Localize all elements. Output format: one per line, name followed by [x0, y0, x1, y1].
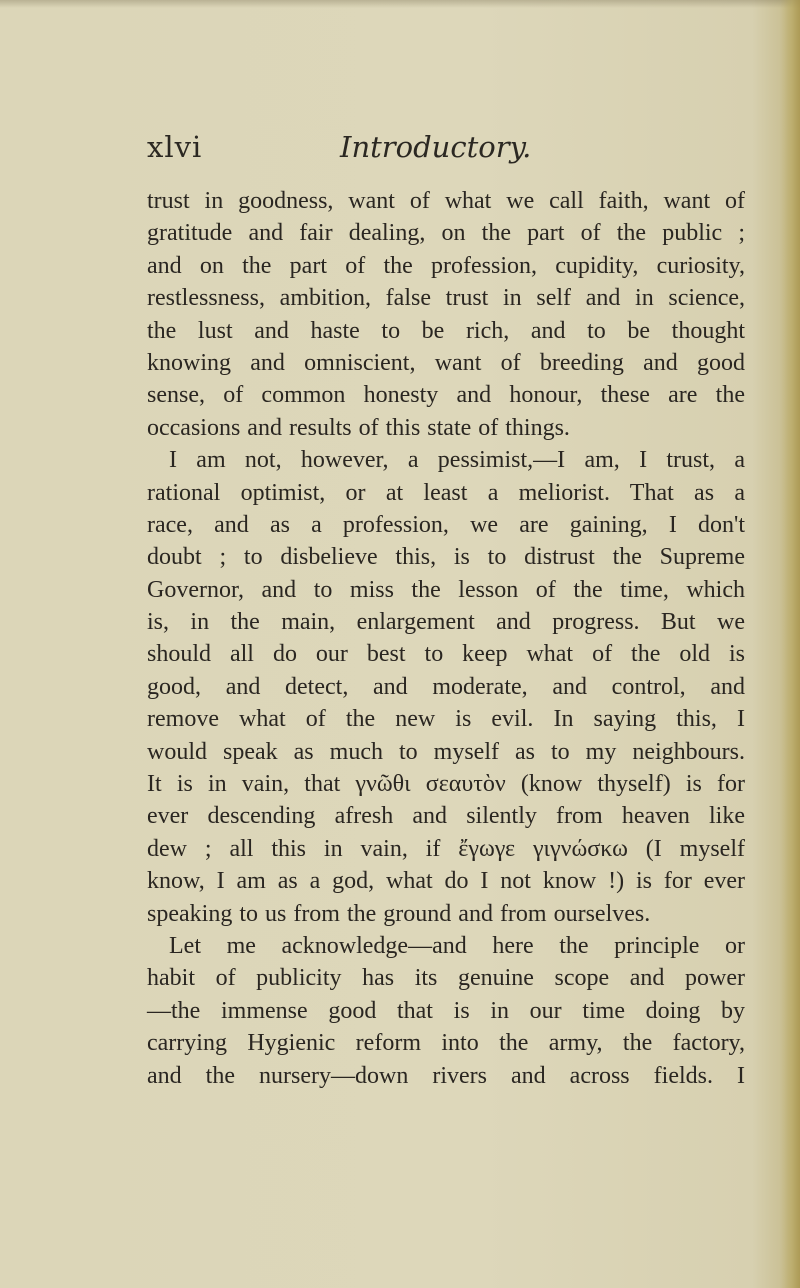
- text-line: occasions and results of this state of things.: [147, 414, 570, 441]
- text-line: I am not, however, a pessimist,—I am, I trust, a: [169, 447, 745, 474]
- text-line: knowing and omniscient, want of breeding and good: [147, 349, 745, 376]
- text-line: and on the part of the profession, cupidity, curiosity,: [147, 252, 745, 279]
- text-line: is, in the main, enlargement and progress. But we: [147, 609, 745, 636]
- text-line: rational optimist, or at least a meliorist. That as a: [147, 479, 745, 506]
- page-top-edge: [0, 0, 800, 8]
- text-line: Let me acknowledge—and here the principle or: [169, 932, 745, 959]
- page-edge-shadow: [780, 0, 800, 1288]
- text-line: dew ; all this in vain, if ἔγωγε γιγνώσκω (I myself: [147, 835, 745, 862]
- text-line: restlessness, ambition, false trust in self and in science,: [147, 285, 745, 312]
- text-line: and the nursery—down rivers and across fields. I: [147, 1062, 745, 1089]
- text-line: habit of publicity has its genuine scope and power: [147, 965, 745, 992]
- page-header: [147, 130, 747, 174]
- text-line: It is in vain, that γνῶθι σεαυτὸν (know thyself) is for: [147, 771, 745, 798]
- text-line: sense, of common honesty and honour, these are the: [147, 382, 745, 409]
- text-line: the lust and haste to be rich, and to be thought: [147, 317, 745, 344]
- text-line: trust in goodness, want of what we call faith, want of: [147, 188, 745, 214]
- text-line: gratitude and fair dealing, on the part of the public ;: [147, 220, 745, 247]
- text-line: —the immense good that is in our time doing by: [147, 997, 745, 1024]
- text-line: know, I am as a god, what do I not know !) is for ever: [147, 868, 745, 895]
- page-number: xlvi: [147, 130, 203, 164]
- text-line: remove what of the new is evil. In saying this, I: [147, 706, 745, 733]
- running-head: Introductory.: [340, 130, 532, 164]
- text-line: doubt ; to disbelieve this, is to distrust the Supreme: [147, 544, 745, 571]
- text-line: race, and as a profession, we are gaining, I don't: [147, 511, 745, 538]
- text-line: Governor, and to miss the lesson of the time, which: [147, 576, 745, 603]
- text-line: speaking to us from the ground and from ourselves.: [147, 900, 651, 927]
- text-line: ever descending afresh and silently from heaven like: [147, 803, 745, 830]
- text-line: would speak as much to myself as to my neighbours.: [147, 738, 745, 765]
- text-line: good, and detect, and moderate, and control, and: [147, 673, 745, 700]
- text-line: should all do our best to keep what of the old is: [147, 641, 745, 668]
- body-text: [147, 185, 745, 1092]
- text-line: carrying Hygienic reform into the army, the factory,: [147, 1030, 745, 1057]
